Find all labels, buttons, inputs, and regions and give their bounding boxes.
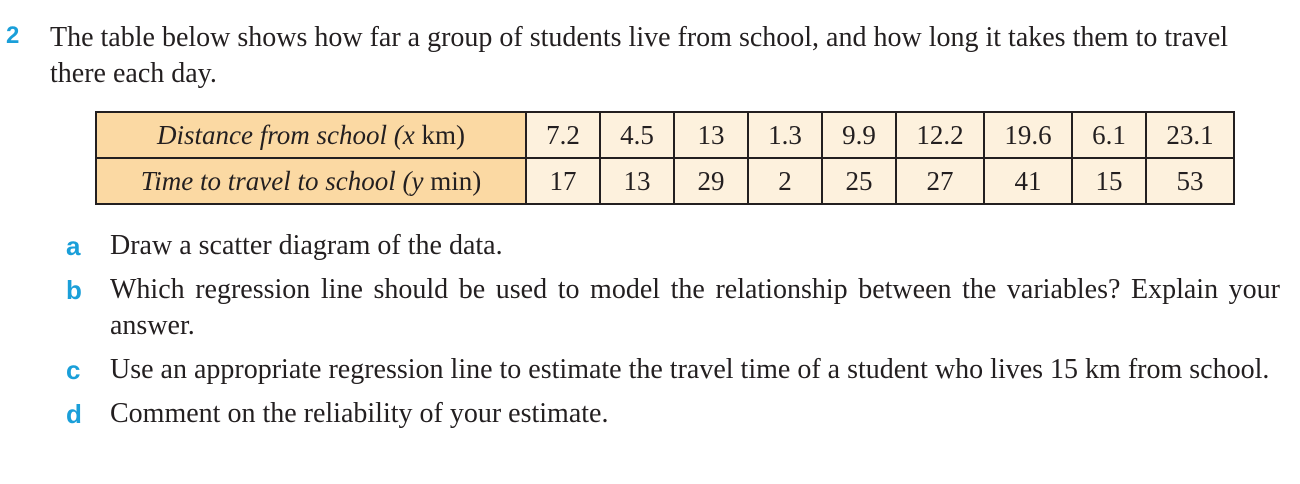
part-letter: a [66,231,81,261]
row-label: Distance from school ( [157,119,403,150]
question-stem: The table below shows how far a group of students live from school, and how long it takes them to travel there each day. [50,22,1229,89]
part-a [66,228,1280,264]
table-row-time [96,158,1234,204]
table-cell: 2 [748,158,822,204]
table-cell: 53 [1146,158,1234,204]
part-c [66,352,1280,388]
row-header-time [96,158,526,204]
table-cell: 1.3 [748,112,822,158]
row-header-distance [96,112,526,158]
table-cell: 9.9 [822,112,896,158]
part-text: Draw a scatter diagram of the data. [110,230,503,261]
unit-min: min) [423,165,482,196]
data-table [95,111,1235,205]
question-number: 2 [6,22,20,49]
table-cell: 41 [984,158,1072,204]
part-text: Which regression line should be used to model the relationship between the variables? Explain your answer. [110,274,1280,341]
table-cell: 27 [896,158,984,204]
part-letter: b [66,275,82,305]
table-cell: 13 [600,158,674,204]
part-letter: c [66,355,81,385]
table-cell: 4.5 [600,112,674,158]
variable-y: y [411,165,424,196]
variable-x: x [402,119,415,150]
table-cell: 12.2 [896,112,984,158]
part-text: Use an appropriate regression line to estimate the travel time of a student who lives 15 km from school. [110,354,1270,385]
part-text: Comment on the reliability of your estimate. [110,398,609,429]
table-cell: 23.1 [1146,112,1234,158]
part-letter: d [66,399,82,429]
table-cell: 17 [526,158,600,204]
table-cell: 19.6 [984,112,1072,158]
part-d [66,396,1280,432]
question-parts [66,228,1280,440]
table-cell: 25 [822,158,896,204]
table-cell: 29 [674,158,748,204]
table-cell: 6.1 [1072,112,1146,158]
table-cell: 15 [1072,158,1146,204]
table-cell: 13 [674,112,748,158]
unit-km: km) [414,119,465,150]
part-b [66,272,1280,344]
table-cell: 7.2 [526,112,600,158]
row-label: Time to travel to school ( [140,165,412,196]
table-row-distance [96,112,1234,158]
